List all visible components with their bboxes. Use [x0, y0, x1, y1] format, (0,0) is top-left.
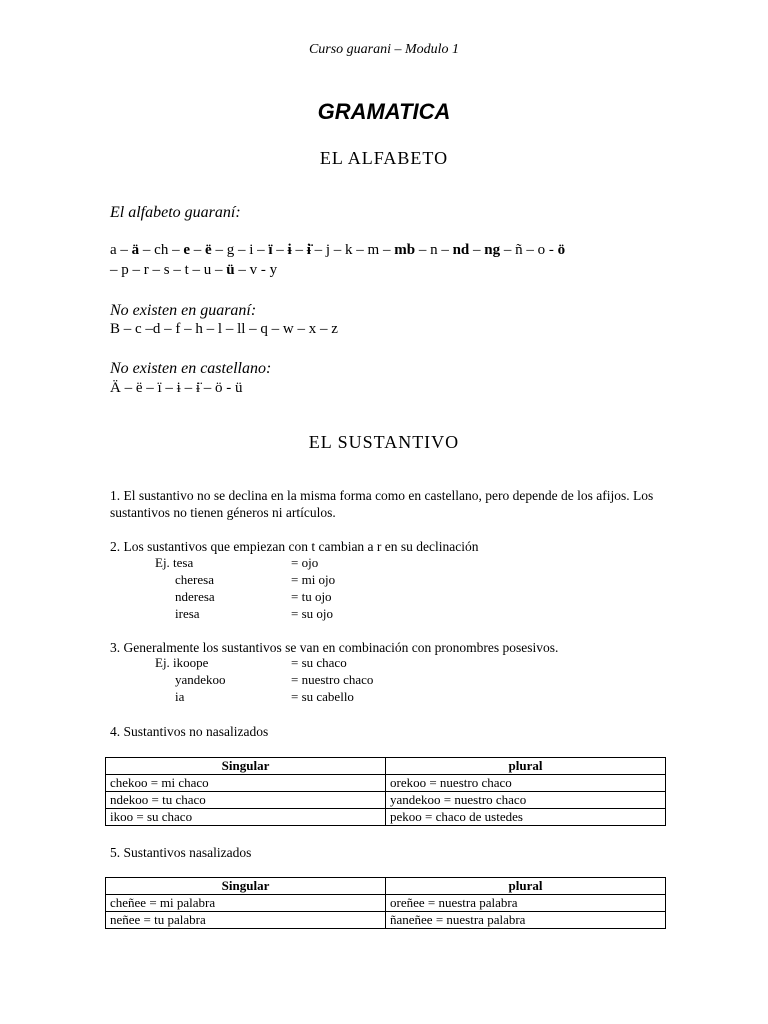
table-row [106, 809, 666, 826]
table-cell: pekoo = chaco de ustedes [386, 809, 666, 826]
guarani-letter-text: – g – i – [211, 242, 269, 258]
alfabeto-guarani-line-2 [110, 262, 277, 279]
table-cell: oreñee = nuestra palabra [386, 895, 666, 912]
paragraph-4: 4. Sustantivos no nasalizados [110, 724, 269, 739]
example-meaning: = tu ojo [291, 589, 332, 604]
guarani-letter-text: – [190, 242, 206, 258]
example-meaning: = su ojo [291, 606, 334, 621]
guarani-letter-text: – ch – [139, 242, 184, 258]
table-cell: ñaneñee = nuestra palabra [386, 912, 666, 929]
table-cell: ikoo = su chaco [106, 809, 386, 826]
guarani-letter-bold: ï [268, 242, 273, 258]
paragraph-2: 2. Los sustantivos que empiezan con t cambian a r en su declinación [110, 539, 479, 554]
guarani-letter-bold: e [183, 242, 191, 258]
table-cell: cheñee = mi palabra [106, 895, 386, 912]
guarani-letter-bold: nd [452, 242, 470, 258]
alfabeto-guarani-line-1 [110, 242, 565, 259]
table-cell: ndekoo = tu chaco [106, 792, 386, 809]
example-word: iresa [175, 606, 200, 621]
column-header: Singular [106, 758, 386, 775]
table-no-nasalizados [105, 757, 666, 826]
example-meaning: = ojo [291, 555, 319, 570]
guarani-letter-bold: ö [557, 242, 566, 258]
table-header-row [106, 878, 666, 895]
alfabeto-guarani-label: El alfabeto guaraní: [110, 204, 241, 221]
table-cell: neñee = tu palabra [106, 912, 386, 929]
guarani-letter-text: a – [110, 242, 132, 258]
guarani-letter-bold: ɨ̈ [306, 242, 311, 258]
guarani-letter-bold: ɨ [287, 242, 292, 258]
table-row [106, 775, 666, 792]
guarani-letter-bold: ä [131, 242, 140, 258]
paragraph-3: 3. Generalmente los sustantivos se van en combinación con pronombres posesivos. [110, 640, 559, 655]
column-header: Singular [106, 878, 386, 895]
section-heading-sustantivo: EL SUSTANTIVO [308, 432, 460, 452]
paragraph-5: 5. Sustantivos nasalizados [110, 845, 252, 860]
guarani-letter-bold: ü [226, 262, 235, 278]
no-guarani-letters: B – c –d – f – h – l – ll – q – w – x – z [110, 321, 338, 337]
page-title: GRAMATICA [317, 99, 451, 124]
table-cell: orekoo = nuestro chaco [386, 775, 666, 792]
column-header: plural [386, 758, 666, 775]
example-list-2 [110, 655, 510, 709]
example-meaning: = su chaco [291, 655, 347, 670]
example-word: cheresa [175, 572, 214, 587]
guarani-letter-text: – j – k – m – [310, 242, 395, 258]
example-meaning: = su cabello [291, 689, 354, 704]
example-word: Ej. ikoope [155, 655, 209, 670]
guarani-letter-text: – p – r – s – t – u – [110, 262, 227, 278]
page-header: Curso guarani – Modulo 1 [308, 42, 460, 57]
guarani-letter-text: – n – [415, 242, 453, 258]
guarani-letter-bold: mb [394, 242, 416, 258]
table-cell: chekoo = mi chaco [106, 775, 386, 792]
guarani-letter-text: – [469, 242, 485, 258]
guarani-letter-text: – v - y [234, 262, 278, 278]
guarani-letter-bold: ë [205, 242, 212, 258]
section-heading-alfabeto: EL ALFABETO [319, 148, 449, 168]
table-row [106, 912, 666, 929]
example-word: Ej. tesa [155, 555, 194, 570]
table-row [106, 895, 666, 912]
example-word: nderesa [175, 589, 215, 604]
no-castellano-letters: Ä – ë – ï – ɨ – ɨ̈ – ö - ü [110, 380, 243, 396]
example-meaning: = mi ojo [291, 572, 336, 587]
guarani-letter-text: – ñ – o - [500, 242, 558, 258]
table-row [106, 792, 666, 809]
guarani-letter-text: – [291, 242, 307, 258]
guarani-letter-bold: ng [484, 242, 501, 258]
table-cell: yandekoo = nuestro chaco [386, 792, 666, 809]
column-header: plural [386, 878, 666, 895]
no-castellano-label: No existen en castellano: [110, 360, 272, 377]
example-meaning: = nuestro chaco [291, 672, 374, 687]
no-guarani-label: No existen en guaraní: [110, 302, 257, 319]
guarani-letter-text: – [272, 242, 288, 258]
table-header-row [106, 758, 666, 775]
paragraph-1: 1. El sustantivo no se declina en la misma forma como en castellano, pero depende de los afijos. Los sustantivos no tienen géneros ni artículos. [110, 488, 654, 520]
example-word: yandekoo [175, 672, 226, 687]
example-word: ia [175, 689, 185, 704]
table-nasalizados [105, 877, 666, 929]
example-list-1 [110, 555, 510, 625]
